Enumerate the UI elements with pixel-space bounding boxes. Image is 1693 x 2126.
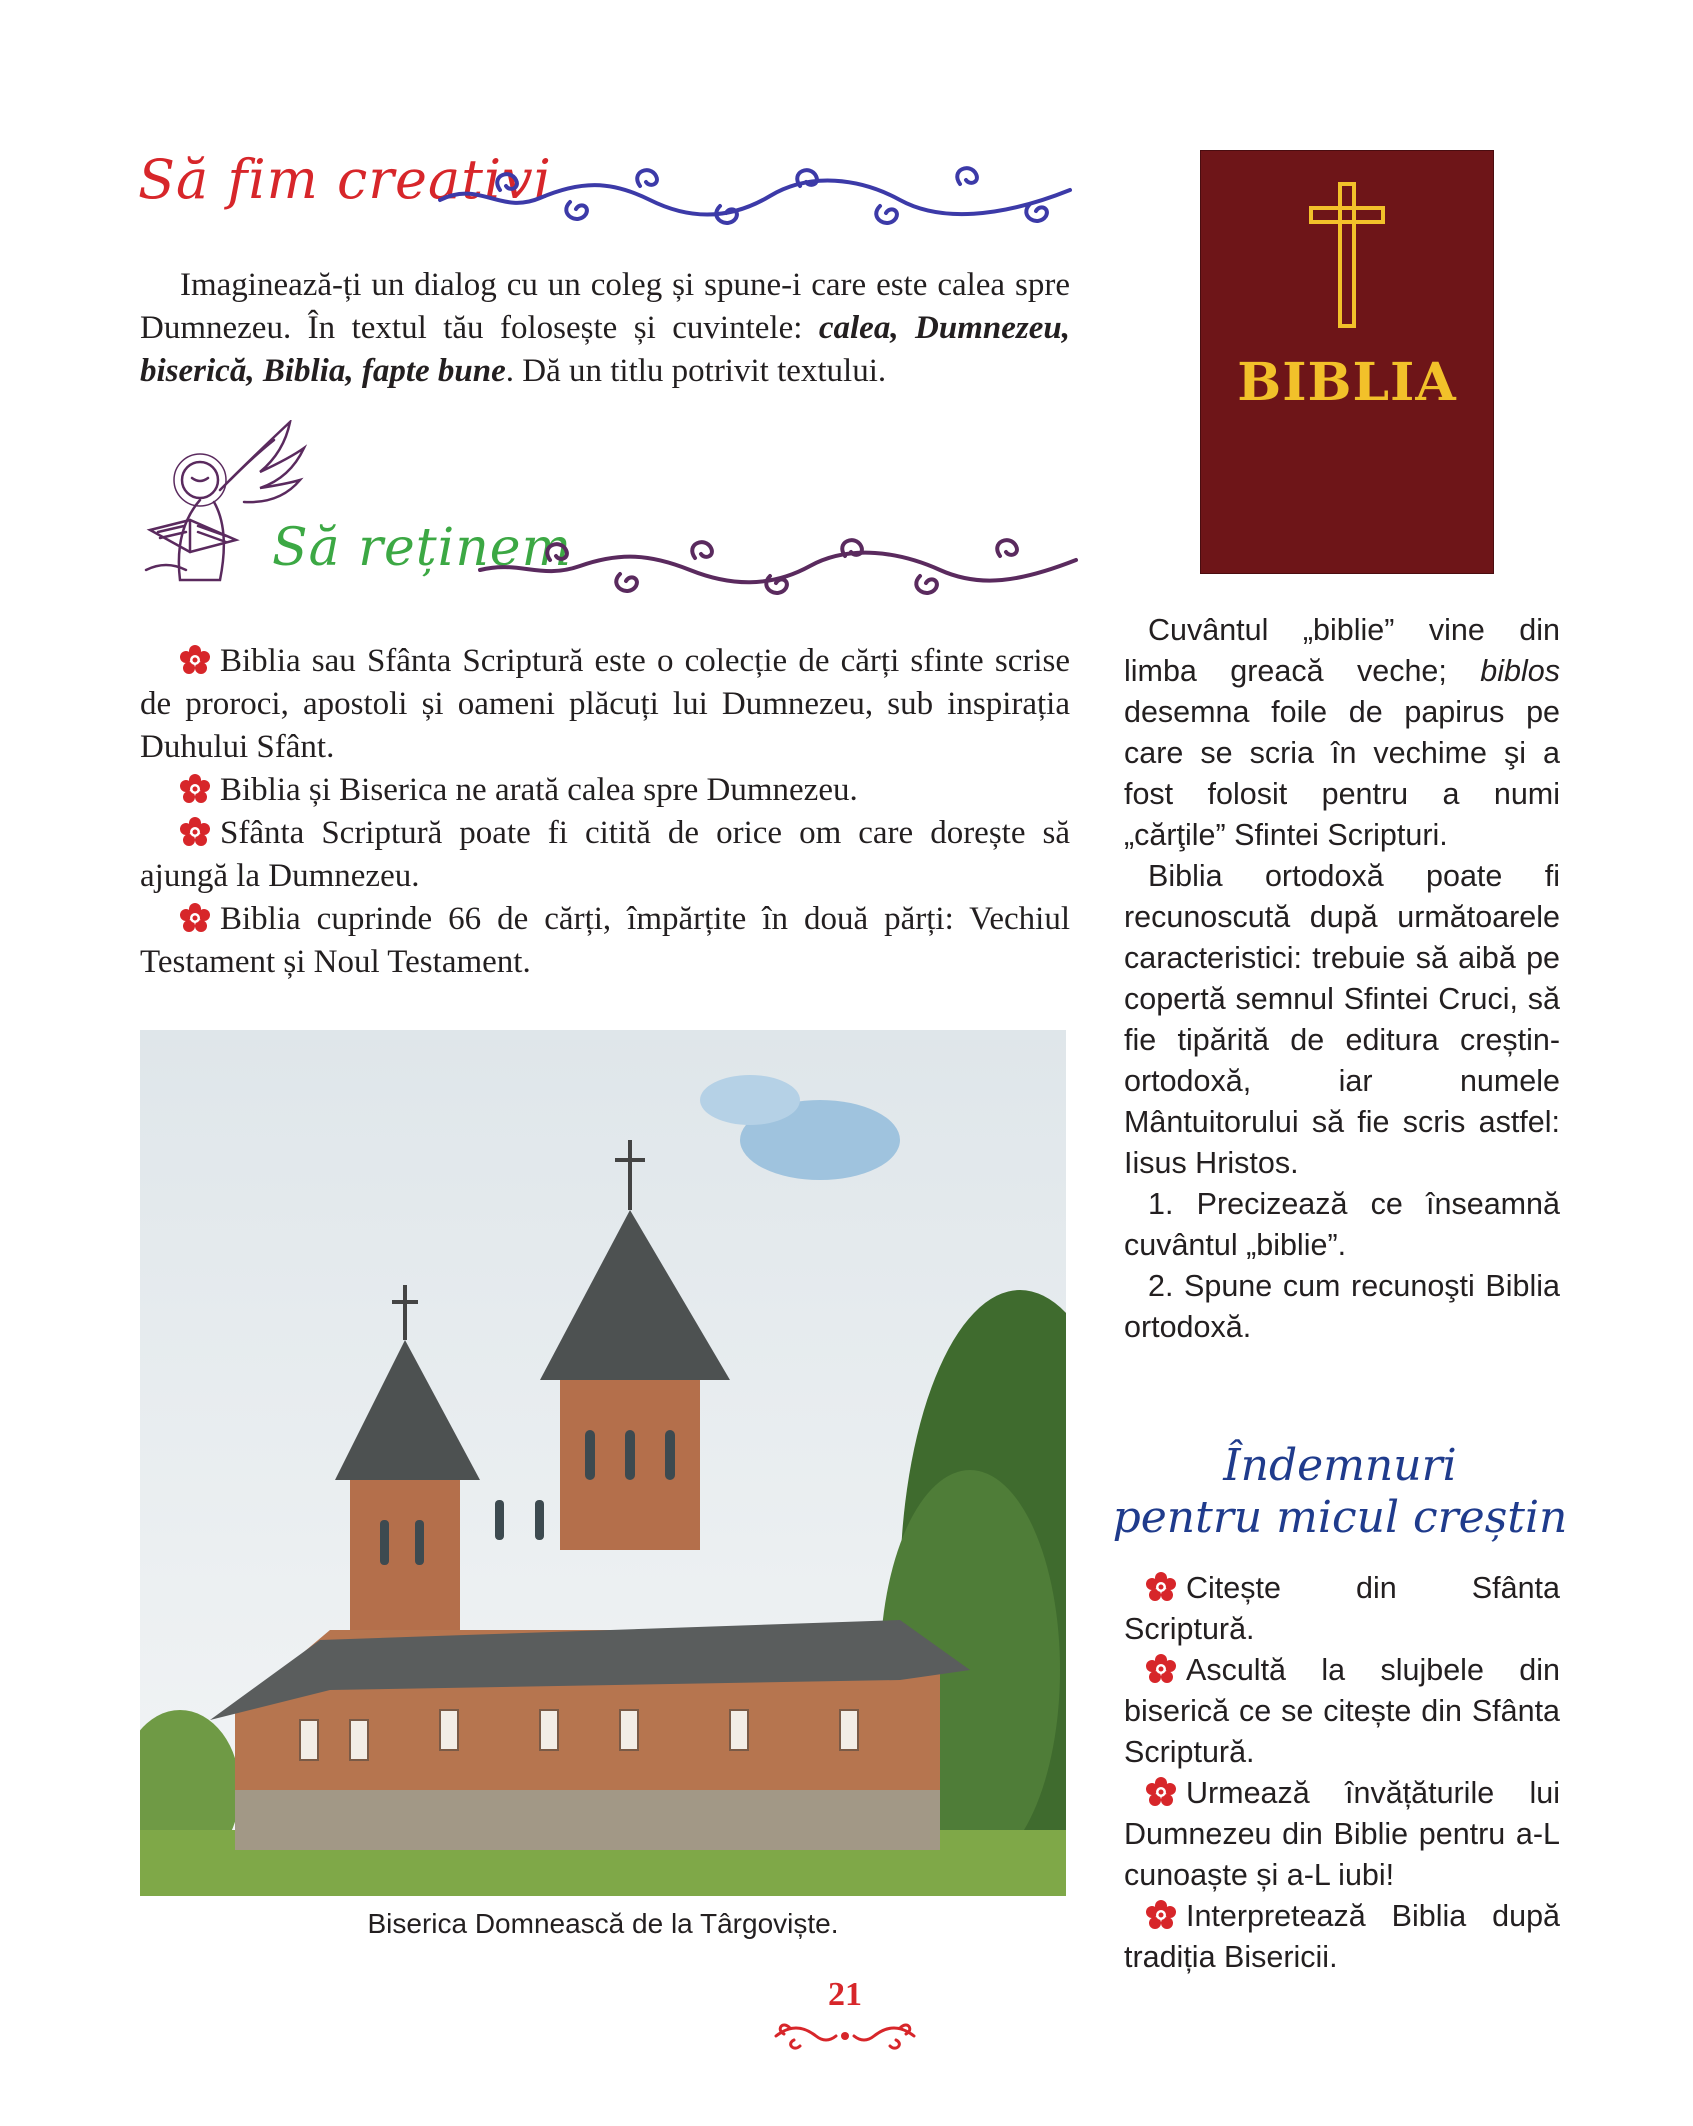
italic-term: biblos bbox=[1480, 654, 1560, 688]
list-item-text: Ascultă la slujbele din biserică ce se citește din Sfânta Scriptură. bbox=[1124, 1653, 1560, 1769]
flower-bullet-icon bbox=[1146, 1654, 1176, 1684]
list-item-text: Biblia cuprinde 66 de cărți, împărțite în două părți: Vechiul Testament și Noul Testament. bbox=[140, 901, 1070, 980]
text: desemna foile de papirus pe care se scria în vechime şi a fost folosit pentru a numi „cărţile” Sfintei Scripturi. bbox=[1124, 695, 1560, 852]
paragraph bbox=[1124, 610, 1560, 856]
indemnuri-list bbox=[1124, 1568, 1560, 1978]
list-item bbox=[140, 769, 1070, 812]
list-item bbox=[1124, 1896, 1560, 1978]
church-illustration bbox=[140, 1030, 1066, 1896]
flower-bullet-icon bbox=[1146, 1777, 1176, 1807]
decorative-ornament bbox=[770, 2016, 920, 2056]
flower-bullet-icon bbox=[1146, 1900, 1176, 1930]
photo-caption: Biserica Domnească de la Târgoviște. bbox=[367, 1908, 839, 1939]
flower-bullet-icon bbox=[1146, 1572, 1176, 1602]
bible-cover-title: BIBLIA bbox=[1237, 352, 1457, 413]
section-title-retinem: Să reținem bbox=[272, 518, 572, 578]
list-item bbox=[140, 898, 1070, 984]
creative-paragraph bbox=[140, 264, 1070, 393]
flower-bullet-icon bbox=[180, 774, 210, 804]
question-2: 2. Spune cum recunoşti Biblia ortodoxă. bbox=[1124, 1269, 1560, 1344]
section-title-indemnuri bbox=[1100, 1440, 1580, 1544]
bible-explanation bbox=[1124, 610, 1560, 1348]
creative-keywords: calea, Dumnezeu, biserică, Biblia, fapte bune bbox=[140, 310, 1070, 389]
page-number: 21 bbox=[828, 1976, 862, 2013]
flower-bullet-icon bbox=[180, 645, 210, 675]
list-item-text: Sfânta Scriptură poate fi citită de orice om care dorește să ajungă la Dumnezeu. bbox=[140, 815, 1070, 894]
list-item bbox=[140, 812, 1070, 898]
church-photo bbox=[140, 1030, 1066, 1896]
cross-icon bbox=[1307, 180, 1387, 330]
paragraph: Biblia ortodoxă poate fi recunoscută după următoarele caracteristici: trebuie să aibă pe copertă semnul Sfintei Cruci, să fie tipărită de editura creștin-ortodoxă, iar numele Mântuitorului să fie scris astfel: Iisus Hristos. bbox=[1124, 859, 1560, 1180]
list-item-text: Biblia sau Sfânta Scriptură este o colecție de cărți sfinte scrise de proroci, apostoli și oameni plăcuți lui Dumnezeu, sub inspirația Duhului Sfânt. bbox=[140, 643, 1070, 765]
list-item-text: Interpretează Biblia după tradiția Bisericii. bbox=[1124, 1899, 1560, 1974]
title-line: Îndemnuri bbox=[1223, 1440, 1457, 1491]
question-1: 1. Precizează ce înseamnă cuvântul „biblie”. bbox=[1124, 1187, 1560, 1262]
text: Cuvântul „biblie” vine din limba greacă veche; bbox=[1124, 613, 1560, 688]
section-title-creative: Să fim creativi bbox=[138, 148, 552, 211]
decorative-flourish bbox=[440, 160, 1080, 230]
list-item-text: Urmează învățăturile lui Dumnezeu din Biblie pentru a-L cunoaște și a-L iubi! bbox=[1124, 1776, 1560, 1892]
list-item-text: Biblia și Biserica ne arată calea spre Dumnezeu. bbox=[220, 772, 858, 808]
list-item-text: Citește din Sfânta Scriptură. bbox=[1124, 1571, 1560, 1646]
list-item bbox=[1124, 1650, 1560, 1773]
bible-cover-image bbox=[1200, 150, 1494, 574]
creative-text-end: . Dă un titlu potrivit textului. bbox=[505, 353, 887, 389]
decorative-flourish bbox=[480, 530, 1080, 600]
list-item bbox=[1124, 1568, 1560, 1650]
creative-text-start: Imaginează-ți un dialog cu un coleg și spune-i care este calea spre Dumnezeu. În textul tău folosește și cuvintele: bbox=[140, 267, 1070, 346]
flower-bullet-icon bbox=[180, 903, 210, 933]
list-item bbox=[140, 640, 1070, 769]
title-line: pentru micul creștin bbox=[1112, 1492, 1568, 1543]
flower-bullet-icon bbox=[180, 817, 210, 847]
list-item bbox=[1124, 1773, 1560, 1896]
retinem-list bbox=[140, 640, 1070, 984]
